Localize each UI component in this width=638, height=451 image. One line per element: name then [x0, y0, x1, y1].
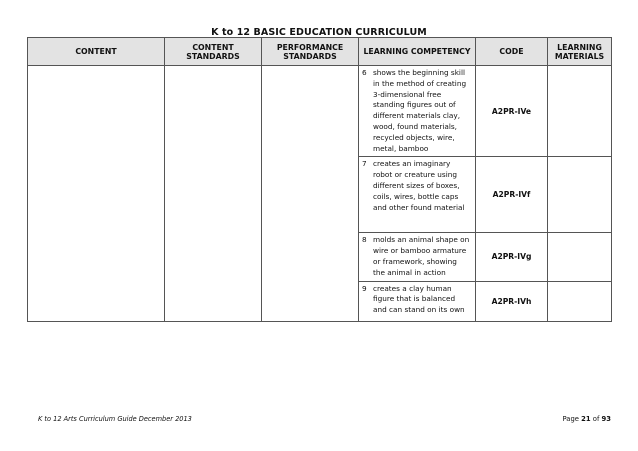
header-learning-materials: LEARNING MATERIALS [548, 38, 612, 66]
of-label: of [592, 415, 600, 423]
footer-guide-title: K to 12 Arts Curriculum Guide December 2013 [38, 415, 192, 423]
table-header-row [28, 38, 612, 66]
code-cell: A2PR-IVe [476, 66, 548, 157]
code-cell: A2PR-IVg [476, 233, 548, 281]
competency-cell [359, 281, 476, 321]
competency-cell [359, 157, 476, 233]
materials-cell [548, 66, 612, 157]
competency-text: shows the beginning skill in the method of creating 3-dimensional free standing figures out of different materials clay, wood, found materials, recycled objects, wire, metal, bamboo [373, 68, 467, 153]
competency-number: 6 [362, 68, 367, 77]
competency-text: creates an imaginary robot or creature using different sizes of boxes, coils, wires, bottle caps and other found material [373, 159, 465, 212]
competency-cell [359, 233, 476, 281]
header-code: CODE [476, 38, 548, 66]
header-content: CONTENT [28, 38, 165, 66]
total-pages: 93 [601, 415, 611, 423]
header-content-standards: CONTENT STANDARDS [165, 38, 262, 66]
materials-cell [548, 233, 612, 281]
header-performance-standards: PERFORMANCE STANDARDS [262, 38, 359, 66]
competency-text: creates a clay human figure that is balanced and can stand on its own [373, 283, 465, 315]
curriculum-table [27, 37, 612, 322]
competency-number: 7 [362, 159, 367, 169]
performance-standards-cell [262, 66, 359, 322]
materials-cell [548, 157, 612, 233]
table-row [28, 66, 612, 157]
competency-number: 8 [362, 235, 367, 245]
header-learning-competency: LEARNING COMPETENCY [359, 38, 476, 66]
content-standards-cell [165, 66, 262, 322]
footer-page-number [563, 415, 611, 423]
competency-text: molds an animal shape on wire or bamboo armature or framework, showing the animal in action [373, 235, 470, 277]
materials-cell [548, 281, 612, 321]
page-label: Page [562, 415, 579, 423]
competency-number: 9 [362, 283, 367, 293]
document-title: K to 12 BASIC EDUCATION CURRICULUM [211, 27, 427, 38]
code-cell: A2PR-IVf [476, 157, 548, 233]
code-cell: A2PR-IVh [476, 281, 548, 321]
competency-cell [359, 66, 476, 157]
current-page: 21 [581, 415, 591, 423]
content-cell [28, 66, 165, 322]
